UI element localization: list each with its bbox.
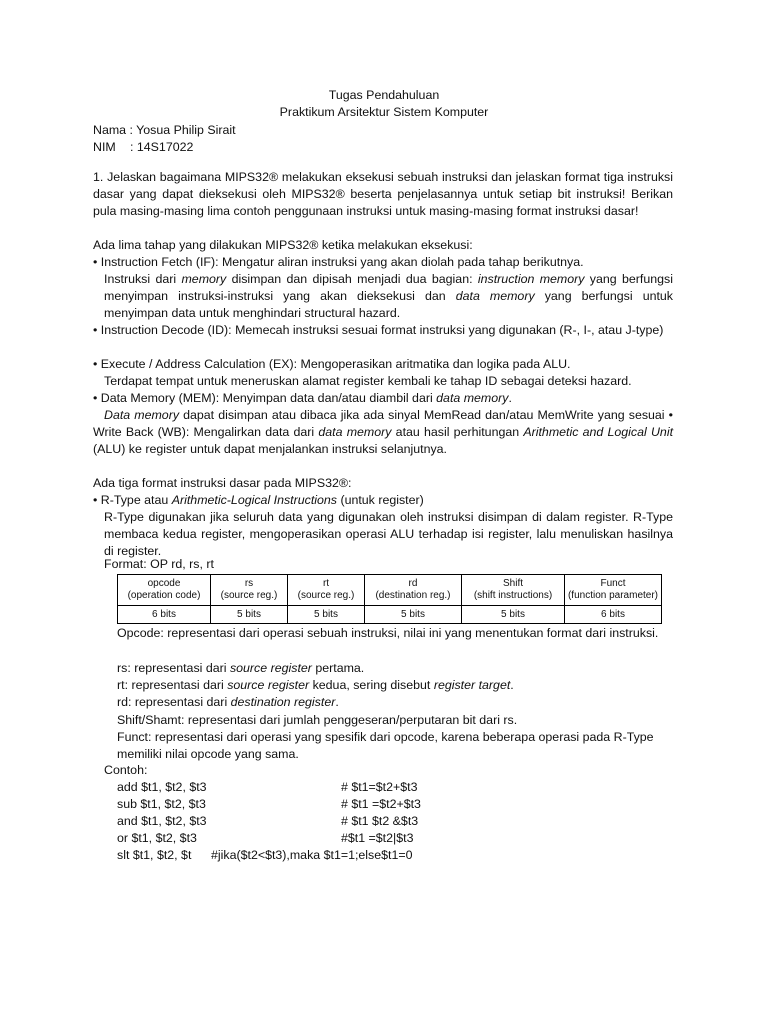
example-code: or $t1, $t2, $t3	[117, 831, 197, 845]
table-cell: 5 bits	[211, 606, 288, 624]
example-code: add $t1, $t2, $t3	[117, 780, 207, 794]
field-rs-description: rs: representasi dari source register pertama.	[117, 661, 365, 675]
table-cell: 5 bits	[365, 606, 462, 624]
table-header-row	[118, 575, 662, 606]
example-comment: # $t1 =$t2+$t3	[341, 797, 421, 811]
stage-id-bullet: • Instruction Decode (ID): Memecah instruksi sesuai format instruksi yang digunakan (R-, I-, atau J-type)	[93, 323, 664, 337]
example-comment: #$t1 =$t2|$t3	[341, 831, 414, 845]
examples-label: Contoh:	[104, 763, 148, 777]
field-shift-description: Shift/Shamt: representasi dari jumlah penggeseran/perputaran bit dari rs.	[117, 713, 518, 727]
stage-if-bullet: • Instruction Fetch (IF): Mengatur aliran instruksi yang akan diolah pada tahap berikutnya.	[93, 255, 584, 269]
field-funct-description: Funct: representasi dari operasi yang spesifik dari opcode, karena beberapa operasi pada R-Type memiliki nilai opcode yang sama.	[117, 730, 654, 761]
table-header-cell: rs (source reg.)	[211, 575, 288, 606]
rtype-description: R-Type digunakan jika seluruh data yang digunakan oleh instruksi disimpan di dalam register. R-Type membaca kedua register, mengoperasikan operasi ALU terhadap isi register, lalu menuliskan hasilnya di register.	[104, 510, 673, 558]
document-title: Tugas Pendahuluan	[328, 88, 440, 102]
table-header-cell: Funct (function parameter)	[565, 575, 662, 606]
question-text: 1. Jelaskan bagaimana MIPS32® melakukan eksekusi sebuah instruksi dan jelaskan format tiga instruksi dasar yang dapat dieksekusi oleh MIPS32® beserta penjelasannya untuk setiap bit instruksi! Berikan pula masing-masing lima contoh penggunaan instruksi untuk masing-masing format instruksi dasar!	[93, 170, 673, 218]
table-header-cell: Shift (shift instructions)	[462, 575, 565, 606]
table-header-cell: opcode (operation code)	[118, 575, 211, 606]
table-cell: 6 bits	[118, 606, 211, 624]
example-code: slt $t1, $t2, $t	[117, 848, 192, 862]
stage-ex-bullet: • Execute / Address Calculation (EX): Mengoperasikan aritmatika dan logika pada ALU.	[93, 357, 571, 371]
table-header-cell: rd (destination reg.)	[365, 575, 462, 606]
stages-intro: Ada lima tahap yang dilakukan MIPS32® ketika melakukan eksekusi:	[93, 238, 473, 252]
stage-mem-bullet: • Data Memory (MEM): Menyimpan data dan/atau diambil dari data memory.	[93, 391, 512, 405]
table-cell: 5 bits	[462, 606, 565, 624]
example-comment: # $t1 $t2 &$t3	[341, 814, 419, 828]
student-nim-value: : 14S17022	[130, 140, 194, 154]
rtype-heading: • R-Type atau Arithmetic-Logical Instructions (untuk register)	[93, 493, 424, 507]
table-bits-row	[118, 606, 662, 624]
formats-intro: Ada tiga format instruksi dasar pada MIPS32®:	[93, 476, 352, 490]
student-nim-label: NIM	[93, 140, 116, 154]
table-cell: 6 bits	[565, 606, 662, 624]
stage-ex-description: Terdapat tempat untuk meneruskan alamat register kembali ke tahap ID sebagai deteksi hazard.	[104, 374, 632, 388]
field-opcode-description: Opcode: representasi dari operasi sebuah instruksi, nilai ini yang menentukan format dari instruksi.	[117, 626, 659, 640]
stage-if-description: Instruksi dari memory disimpan dan dipisah menjadi dua bagian: instruction memory yang berfungsi menyimpan instruksi-instruksi yang akan dieksekusi dan data memory yang berfungsi untuk menyimpan data untuk menghindari structural hazard.	[104, 272, 674, 320]
example-comment: # $t1=$t2+$t3	[341, 780, 418, 794]
example-code: sub $t1, $t2, $t3	[117, 797, 206, 811]
rtype-format-line: Format: OP rd, rs, rt	[104, 557, 214, 571]
example-code: and $t1, $t2, $t3	[117, 814, 207, 828]
student-name: Nama : Yosua Philip Sirait	[93, 123, 236, 137]
rtype-format-table	[117, 574, 662, 624]
table-cell: 5 bits	[288, 606, 365, 624]
field-rt-description: rt: representasi dari source register kedua, sering disebut register target.	[117, 678, 514, 692]
field-rd-description: rd: representasi dari destination register.	[117, 695, 339, 709]
example-comment: #jika($t2<$t3),maka $t1=1;else$t1=0	[211, 848, 413, 862]
document-subtitle: Praktikum Arsitektur Sistem Komputer	[279, 105, 489, 119]
stage-mem-description: Data memory dapat disimpan atau dibaca jika ada sinyal MemRead dan/atau MemWrite yang sesuai • Write Back (WB): Mengalirkan data dari data memory atau hasil perhitungan Arithmetic and Logical Unit (ALU) ke register untuk dapat menjalankan instruksi selanjutnya.	[93, 408, 674, 456]
table-header-cell: rt (source reg.)	[288, 575, 365, 606]
